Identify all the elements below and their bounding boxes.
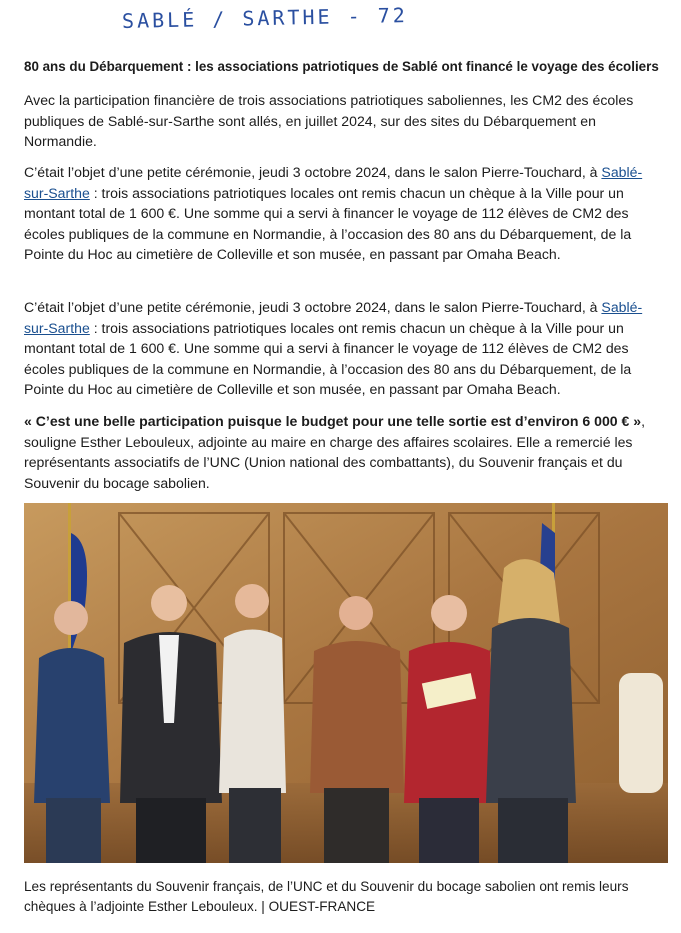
article-paragraph-2: [24, 297, 660, 400]
quote-bold: « C’est une belle participation puisque le budget pour une telle sortie est d’environ 6 000 € »: [24, 413, 642, 429]
paragraph-text: : trois associations patriotiques locales ont remis chacun un chèque à la Ville pour un montant total de 1 600 €. Une somme qui a servi à financer le voyage de 112 élèves de CM2 des écoles publiques de la commune en Normandie, à l’occasion des 80 ans du Débarquement, de la Pointe du Hoc au cimetière de Colleville et son musée, en passant par Omaha Beach.: [24, 319, 632, 397]
paragraph-text: C’était l’objet d’une petite cérémonie, jeudi 3 octobre 2024, dans le salon Pierre-Touchard, à: [24, 164, 602, 180]
article-quote: [24, 411, 660, 493]
photo-caption: Les représentants du Souvenir français, de l’UNC et du Souvenir du bocage sabolien ont remis leurs chèques à l’adjointe Esther Lebouleux. | OUEST-FRANCE: [24, 879, 629, 914]
paragraph-text: C’était l’objet d’une petite cérémonie, jeudi 3 octobre 2024, dans le salon Pierre-Touchard, à: [24, 299, 602, 315]
handwritten-note: SABLÉ / SARTHE - 72: [121, 3, 409, 33]
ceremony-photo: [24, 503, 668, 863]
sable-sur-sarthe-link[interactable]: Sablé-sur-Sarthe: [24, 299, 643, 336]
article-title: 80 ans du Débarquement : les associations patriotiques de Sablé ont financé le voyage des écoliers: [24, 59, 659, 74]
ceremony-photo-drawing: [24, 503, 668, 863]
sable-sur-sarthe-link[interactable]: Sablé-sur-Sarthe: [24, 164, 643, 201]
quote-rest: , souligne Esther Lebouleux, adjointe au maire en charge des affaires scolaires. Elle a remercié les représentants associatifs de l’UNC (Union national des combattants), du Souvenir français et du Souvenir du bocage sabolien.: [24, 413, 646, 491]
paragraph-text: : trois associations patriotiques locales ont remis chacun un chèque à la Ville pour un montant total de 1 600 €. Une somme qui a servi à financer le voyage de 112 élèves de CM2 des écoles publiques de la commune en Normandie, à l’occasion des 80 ans du Débarquement, de la Pointe du Hoc au cimetière de Colleville et son musée, en passant par Omaha Beach.: [24, 184, 632, 262]
article-paragraph-1: [24, 162, 660, 265]
article-intro: Avec la participation financière de trois associations patriotiques saboliennes, les CM2 des écoles publiques de Sablé-sur-Sarthe sont allés, en juillet 2024, sur des sites du Débarquement en Normandie.: [24, 92, 634, 149]
